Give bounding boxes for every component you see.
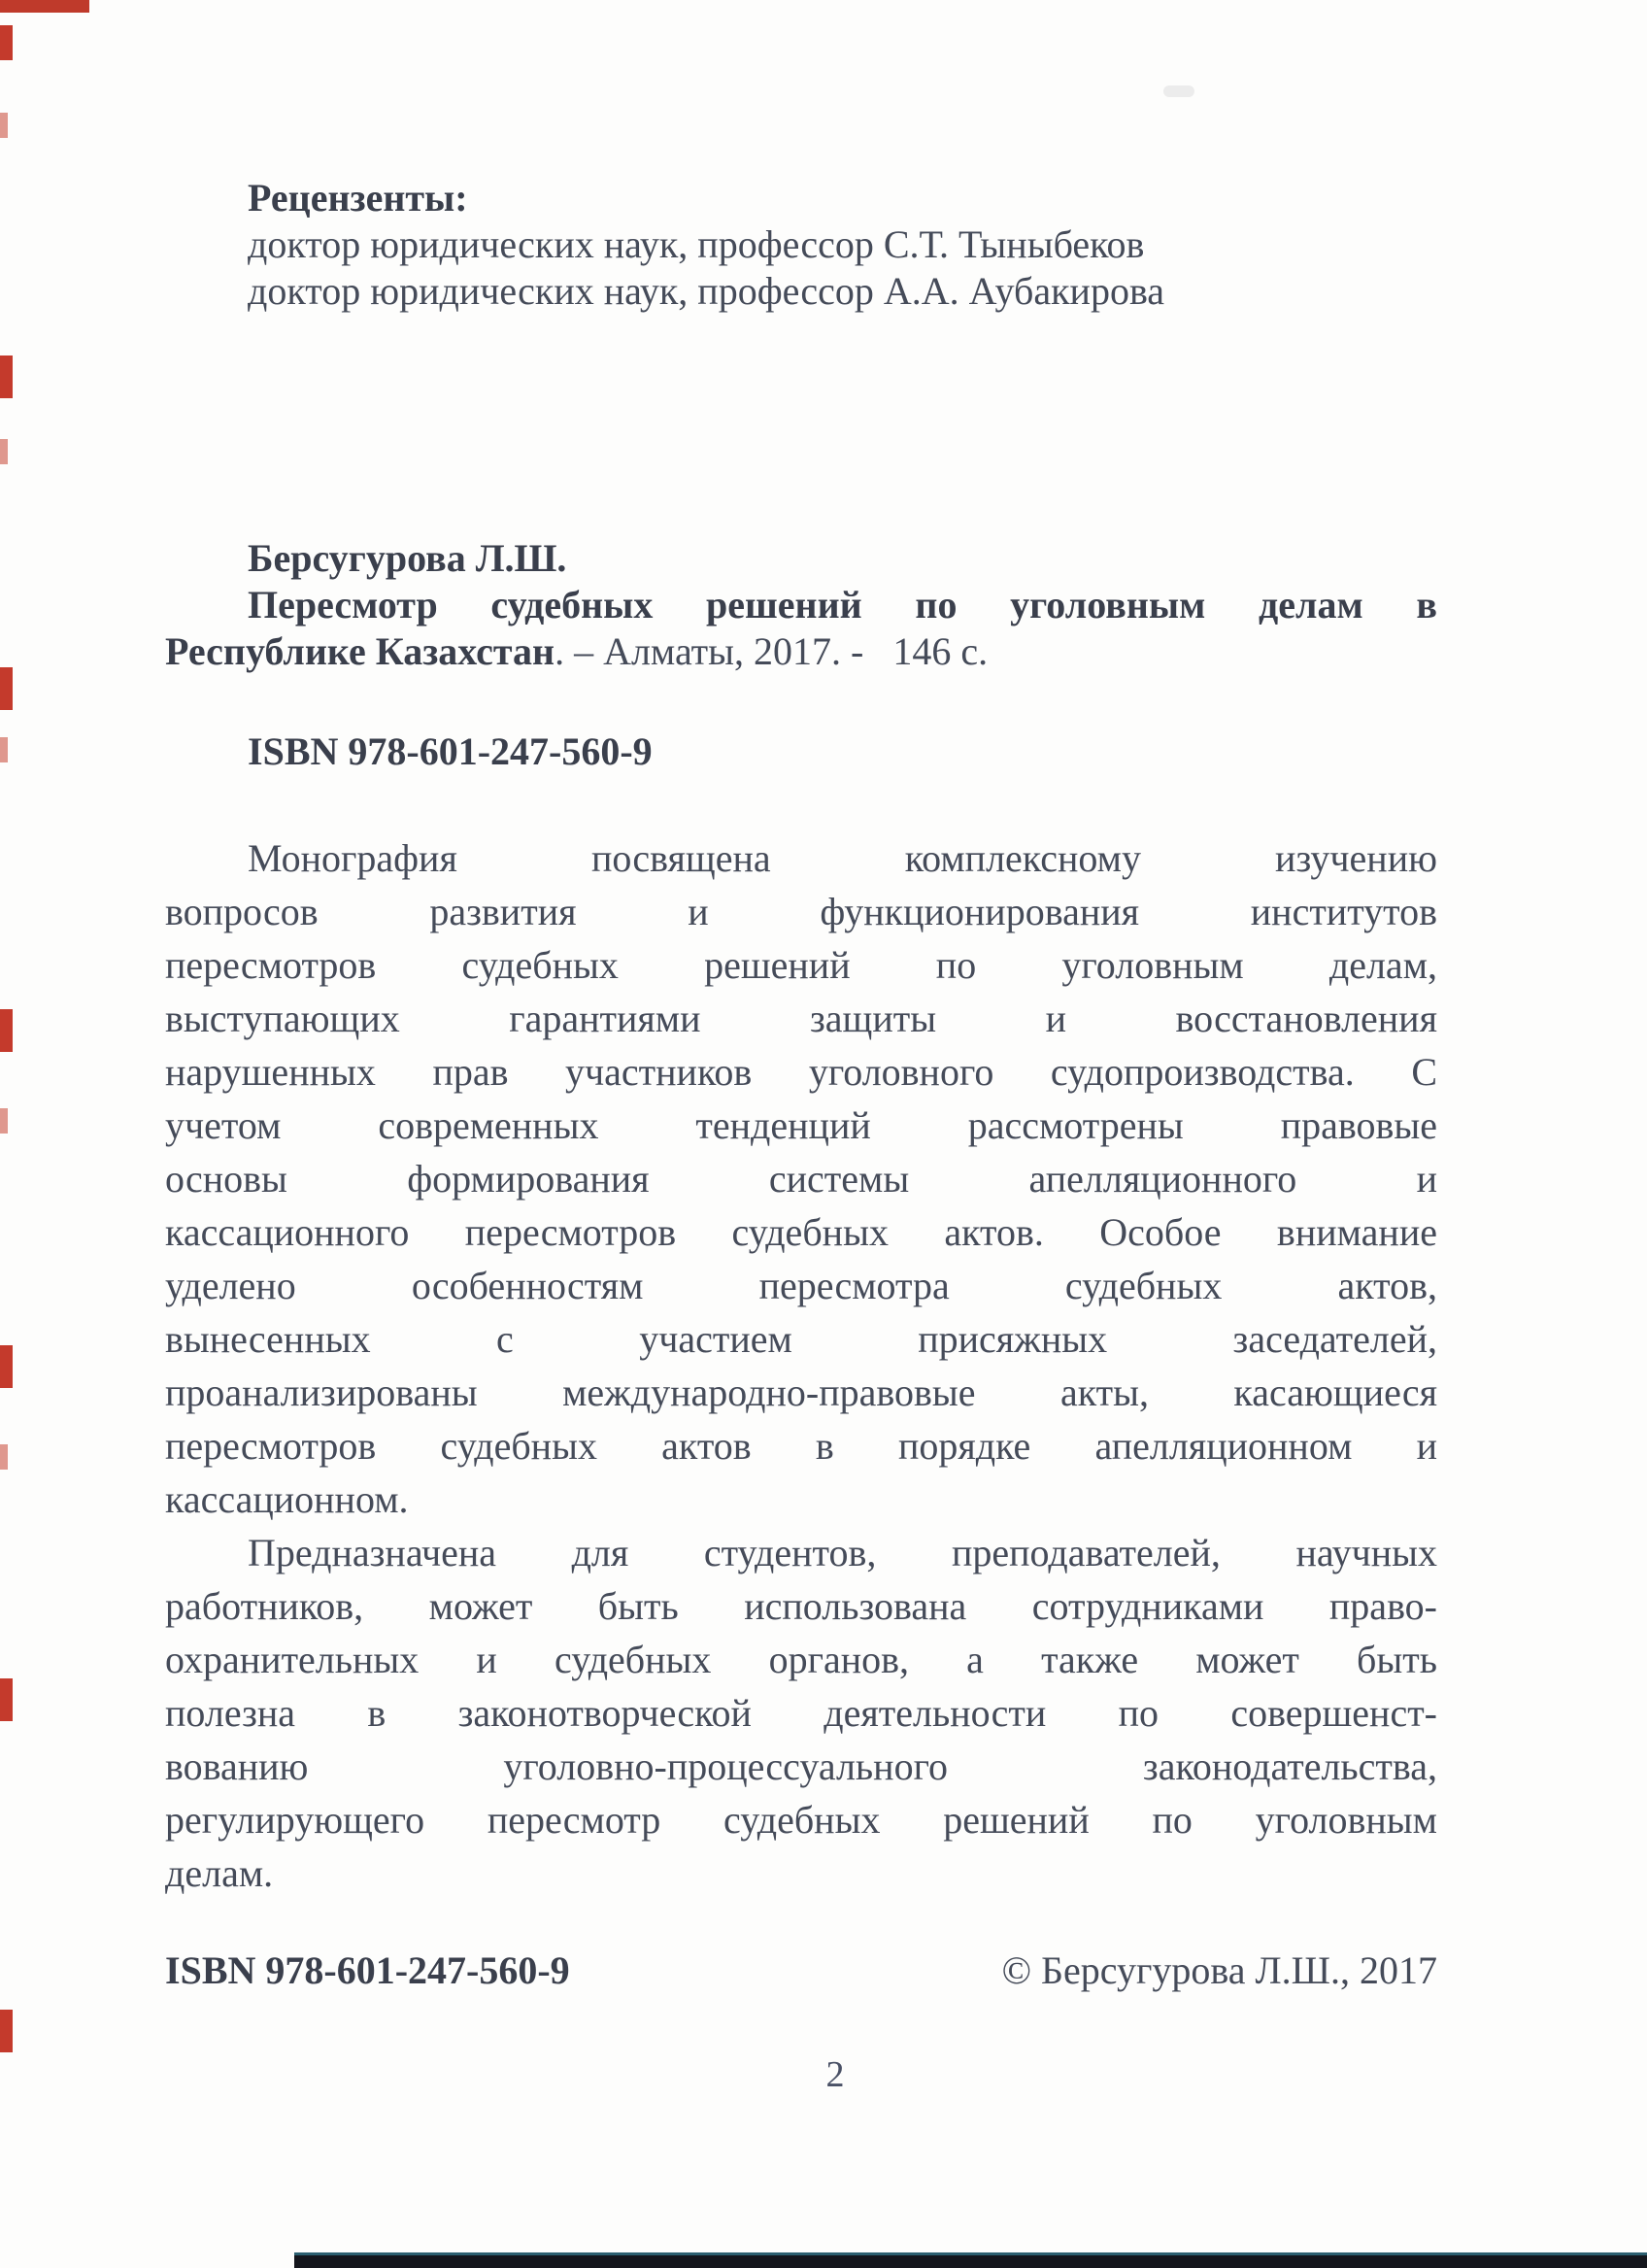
text-line: охранительных и судебных органов, а также может быть — [165, 1638, 1437, 1681]
scan-artifact-red — [0, 0, 89, 13]
text-line: основы формирования системы апелляционного и — [165, 1157, 1437, 1201]
scan-edge-band — [294, 2252, 1647, 2268]
text-line: выступающих гарантиями защиты и восстановления — [165, 997, 1437, 1040]
book-title-bold-tail: Республике Казахстан — [165, 629, 555, 673]
book-title-continuation — [165, 628, 1437, 675]
footer-row — [165, 1947, 1437, 1993]
text-line: учетом современных тенденций рассмотрены правовые — [165, 1103, 1437, 1147]
scan-artifact-red — [0, 1108, 8, 1134]
citation-section — [165, 535, 1437, 675]
scan-artifact-red — [0, 25, 13, 60]
text-line: кассационного пересмотров судебных актов. Особое внимание — [165, 1210, 1437, 1254]
scan-artifact-red — [0, 439, 8, 464]
reviewers-section — [165, 175, 1437, 315]
scan-artifact-red — [0, 737, 8, 762]
book-title-line: Пересмотр судебных решений по уголовным делам в — [248, 583, 1437, 626]
text-line: полезна в законотворческой деятельности по совершенст- — [165, 1691, 1437, 1735]
scan-artifact-red — [0, 2010, 13, 2052]
text-line: Монография посвящена комплексному изучению — [248, 836, 1437, 880]
scan-artifact-red — [0, 1444, 8, 1470]
isbn-heading: ISBN 978-601-247-560-9 — [248, 729, 653, 773]
text-line: доктор юридических наук, профессор С.Т. Тыныбеков — [248, 222, 1145, 266]
scan-artifact-red — [0, 355, 13, 398]
imprint-text: . – Алматы, 2017. - 146 с. — [555, 629, 989, 673]
text-line: доктор юридических наук, профессор А.А. Аубакирова — [248, 269, 1165, 313]
footer-copyright: © Берсугурова Л.Ш., 2017 — [1001, 1948, 1437, 1992]
text-line: кассационном. — [165, 1477, 409, 1521]
author-name: Берсугурова Л.Ш. — [248, 536, 567, 580]
text-line: делам. — [165, 1851, 274, 1895]
footer-isbn: ISBN 978-601-247-560-9 — [165, 1948, 570, 1992]
text-line: уделено особенностям пересмотра судебных актов, — [165, 1264, 1437, 1307]
text-line: вованию уголовно-процессуального законодательства, — [165, 1744, 1437, 1788]
scan-artifact-red — [0, 667, 13, 710]
page-number: 2 — [825, 2054, 845, 2095]
text-line: вынесенных с участием присяжных заседателей, — [165, 1317, 1437, 1361]
scan-artifact-red — [0, 113, 8, 138]
scan-smudge — [1163, 85, 1194, 97]
text-line: работников, может быть использована сотрудниками право- — [165, 1584, 1437, 1628]
text-line: регулирующего пересмотр судебных решений по уголовным — [165, 1798, 1437, 1842]
text-line: нарушенных прав участников уголовного судопроизводства. С — [165, 1050, 1437, 1094]
reviewers-heading: Рецензенты: — [248, 176, 468, 220]
text-line: Предназначена для студентов, преподавателей, научных — [248, 1531, 1437, 1574]
reviewers-list — [165, 221, 1437, 315]
annotation-paragraph-1 — [165, 831, 1437, 1526]
text-line: пересмотров судебных решений по уголовным делам, — [165, 943, 1437, 987]
scan-artifact-red — [0, 1345, 13, 1388]
scan-artifact-red — [0, 1678, 13, 1721]
annotation-paragraph-2 — [165, 1526, 1437, 1900]
scan-artifact-red — [0, 1009, 13, 1052]
text-line: пересмотров судебных актов в порядке апелляционном и — [165, 1424, 1437, 1468]
text-line: проанализированы международно-правовые акты, касающиеся — [165, 1371, 1437, 1414]
text-line: вопросов развития и функционирования институтов — [165, 890, 1437, 933]
